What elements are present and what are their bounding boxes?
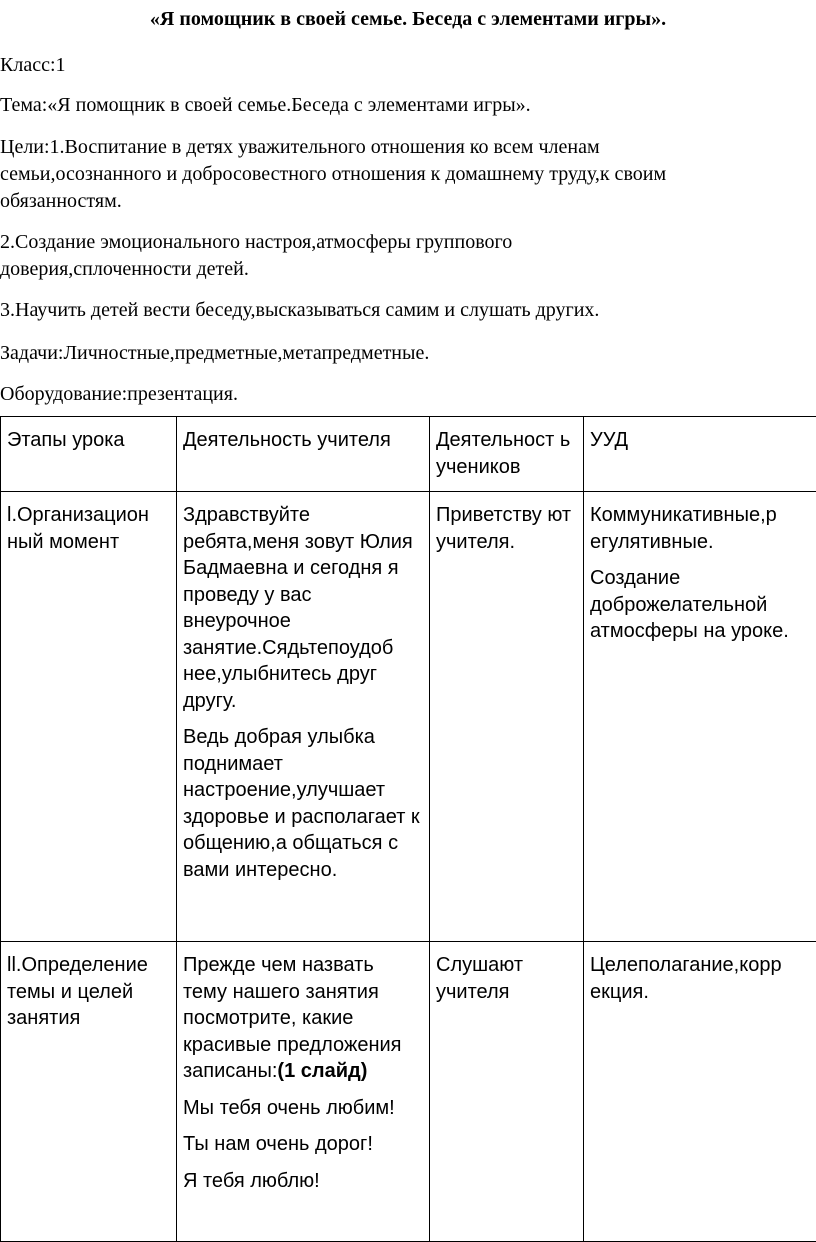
row1-uud-paragraph-1: Коммуникативные,р егулятивные. bbox=[590, 502, 811, 555]
row1-uud-paragraph-2: Создание доброжелательной атмосферы на уроке. bbox=[590, 565, 811, 645]
row2-teacher-cell bbox=[177, 942, 430, 1242]
tasks-line: Задачи:Личностные,предметные,метапредметные. bbox=[0, 340, 429, 367]
row2-students: Слушают учителя bbox=[436, 952, 577, 1005]
row1-stage-cell bbox=[1, 492, 177, 942]
row1-teacher-paragraph-2: Ведь добрая улыбка поднимает настроение,улучшает здоровье и располагает к общению,а общаться с вами интересно. bbox=[183, 724, 423, 883]
row2-teacher-paragraph-1-text: Прежде чем назвать тему нашего занятия посмотрите, какие красивые предложения записаны: bbox=[183, 954, 402, 1082]
document-title: «Я помощник в своей семье. Беседа с элементами игры». bbox=[0, 8, 816, 31]
row1-uud-cell bbox=[584, 492, 816, 942]
goals-line-3: обязанностям. bbox=[0, 188, 122, 215]
slide-reference: (1 слайд) bbox=[277, 1060, 367, 1082]
row2-stage-cell bbox=[1, 942, 177, 1242]
row1-teacher-cell bbox=[177, 492, 430, 942]
row2-stage: ll.Определение темы и целей занятия bbox=[7, 952, 170, 1032]
header-teacher-label: Деятельность учителя bbox=[183, 427, 423, 454]
row1-teacher-paragraph-1: Здравствуйте ребята,меня зовут Юлия Бадмаевна и сегодня я проведу у вас внеурочное занятие.Сядьтепоудоб нее,улыбнитесь друг другу. bbox=[183, 502, 423, 714]
topic-line: Тема:«Я помощник в своей семье.Беседа с элементами игры». bbox=[0, 92, 531, 119]
row2-students-cell bbox=[430, 942, 584, 1242]
header-uud bbox=[584, 417, 816, 492]
equipment-line: Оборудование:презентация. bbox=[0, 381, 238, 408]
goals-line-4: 2.Создание эмоционального настроя,атмосферы группового bbox=[0, 229, 512, 256]
lesson-table bbox=[0, 416, 816, 1242]
row2-teacher-paragraph-4: Я тебя люблю! bbox=[183, 1168, 423, 1195]
row2-uud: Целеполагание,корр екция. bbox=[590, 952, 811, 1005]
row2-teacher-paragraph-3: Ты нам очень дорог! bbox=[183, 1131, 423, 1158]
header-students-label: Деятельност ь учеников bbox=[436, 427, 577, 480]
goals-line-2: семьи,осознанного и добросовестного отношения к домашнему труду,к своим bbox=[0, 161, 666, 188]
row1-stage: l.Организацион ный момент bbox=[7, 502, 170, 555]
header-stages-label: Этапы урока bbox=[7, 427, 170, 454]
row1-students: Приветству ют учителя. bbox=[436, 502, 577, 555]
table-header-row bbox=[1, 417, 816, 492]
row1-students-cell bbox=[430, 492, 584, 942]
header-stages bbox=[1, 417, 177, 492]
row2-teacher-paragraph-1 bbox=[183, 952, 423, 1085]
header-teacher bbox=[177, 417, 430, 492]
header-students bbox=[430, 417, 584, 492]
goals-line-1: Цели:1.Воспитание в детях уважительного отношения ко всем членам bbox=[0, 134, 600, 161]
row2-uud-cell bbox=[584, 942, 816, 1242]
table-row bbox=[1, 942, 816, 1242]
row2-teacher-paragraph-2: Мы тебя очень любим! bbox=[183, 1095, 423, 1122]
class-line: Класс:1 bbox=[0, 52, 66, 79]
header-uud-label: УУД bbox=[590, 427, 811, 454]
goals-line-5: доверия,сплоченности детей. bbox=[0, 256, 249, 283]
table-row bbox=[1, 492, 816, 942]
goals-line-6: 3.Научить детей вести беседу,высказываться самим и слушать других. bbox=[0, 297, 599, 324]
